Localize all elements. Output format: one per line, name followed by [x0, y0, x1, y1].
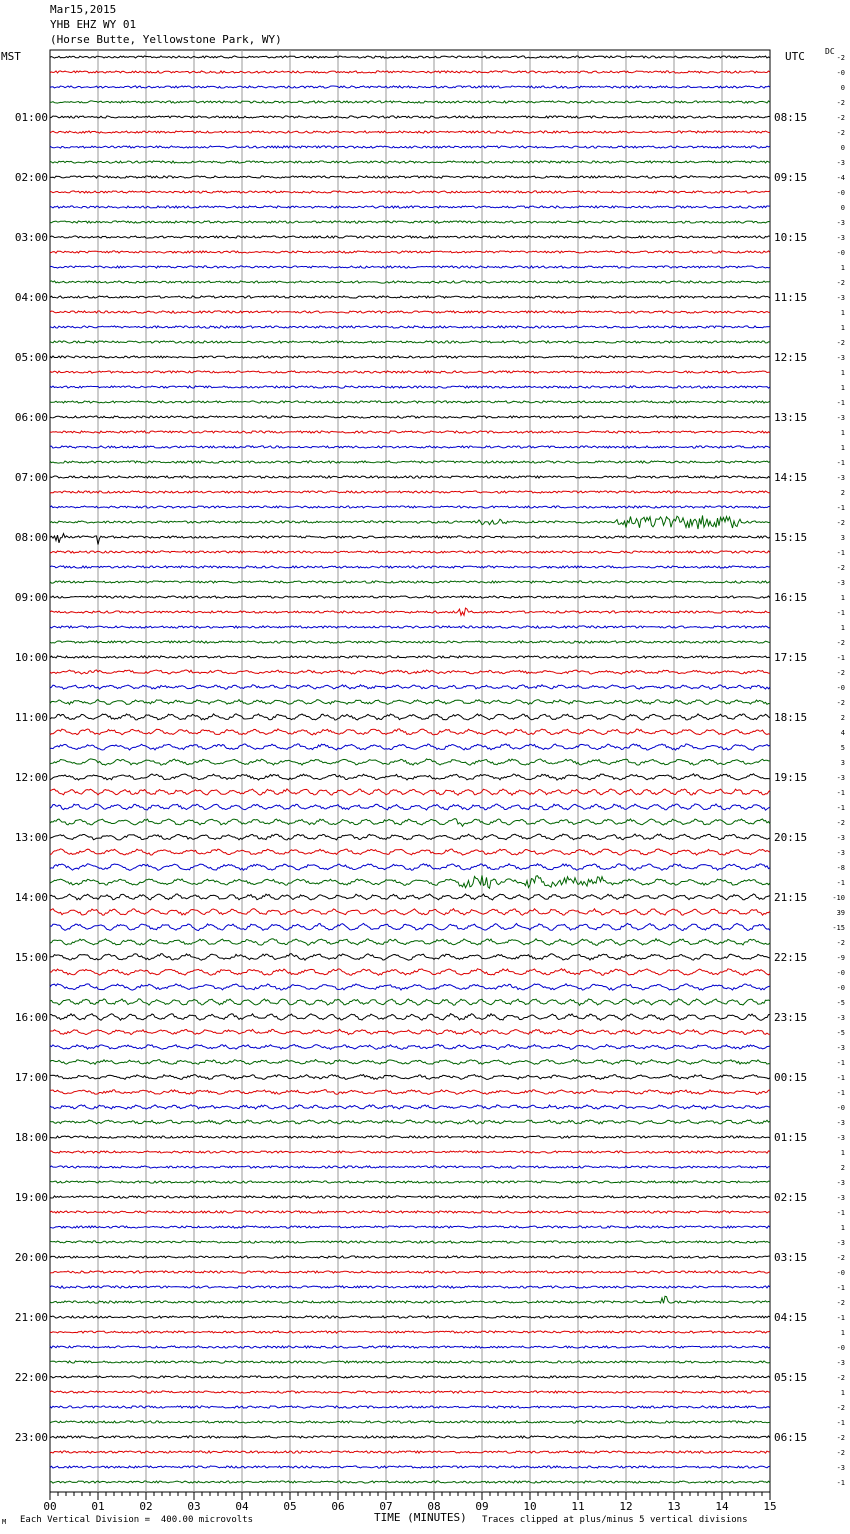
utc-hour-label: 01:15 [774, 1131, 808, 1144]
dc-offset-label: -3 [836, 354, 845, 362]
dc-offset-label: 4 [840, 729, 845, 737]
dc-offset-label: -1 [836, 804, 845, 812]
trace-row [50, 1286, 770, 1288]
dc-offset-label: -0 [836, 249, 845, 257]
trace-row [50, 1466, 770, 1468]
dc-offset-label: -1 [836, 1074, 845, 1082]
trace-row [50, 729, 770, 735]
trace-row [50, 281, 770, 283]
dc-offset-label: 1 [840, 324, 845, 332]
dc-offset-label: 1 [840, 1389, 845, 1397]
dc-offset-label: -0 [836, 684, 845, 692]
dc-offset-label: -5 [836, 1029, 845, 1037]
mst-corner-label: MST [1, 50, 21, 63]
trace-row [50, 1406, 770, 1408]
mst-hour-label: 01:00 [14, 111, 48, 124]
mst-hour-label: 19:00 [14, 1191, 48, 1204]
dc-offset-label: -2 [836, 129, 845, 137]
trace-row [50, 1256, 770, 1258]
trace-row [50, 581, 770, 583]
dc-offset-label: -1 [836, 504, 845, 512]
trace-row [50, 1376, 770, 1378]
dc-offset-label: -0 [836, 69, 845, 77]
dc-offset-label: -3 [836, 1239, 845, 1247]
dc-offset-label: -0 [836, 1344, 845, 1352]
scale-note: Each Vertical Division = 400.00 microvolts [20, 1515, 253, 1525]
dc-offset-label: -3 [836, 1134, 845, 1142]
trace-row [50, 326, 770, 328]
utc-hour-label: 11:15 [774, 291, 808, 304]
dc-offset-label: 1 [840, 1224, 845, 1232]
dc-offset-label: -4 [836, 174, 845, 182]
trace-row [50, 296, 770, 298]
trace-row [50, 191, 770, 193]
trace-row [50, 984, 770, 990]
trace-row [50, 641, 770, 643]
x-tick-label: 03 [187, 1500, 201, 1513]
trace-row [50, 1296, 770, 1303]
dc-offset-label: -1 [836, 1479, 845, 1487]
dc-offset-label: -1 [836, 1059, 845, 1067]
trace-row [50, 864, 770, 871]
dc-offset-label: -3 [836, 159, 845, 167]
trace-row [50, 221, 770, 223]
dc-offset-label: -3 [836, 1464, 845, 1472]
trace-row [50, 386, 770, 388]
trace-row [50, 954, 770, 961]
trace-row [50, 161, 770, 163]
utc-hour-label: 17:15 [774, 651, 808, 664]
trace-row [50, 476, 770, 478]
dc-offset-label: -1 [836, 879, 845, 887]
trace-row [50, 176, 770, 178]
dc-offset-label: 2 [840, 489, 845, 497]
dc-offset-label: -0 [836, 1104, 845, 1112]
x-tick-label: 10 [523, 1500, 537, 1513]
trace-row [50, 1105, 770, 1109]
utc-hour-label: 12:15 [774, 351, 808, 364]
trace-row [50, 341, 770, 343]
trace-row [50, 1196, 770, 1198]
dc-offset-label: -2 [836, 1434, 845, 1442]
trace-row [50, 356, 770, 358]
trace-row [50, 56, 770, 58]
dc-offset-label: -3 [836, 474, 845, 482]
x-tick-label: 12 [619, 1500, 633, 1513]
dc-offset-label: 1 [840, 264, 845, 272]
trace-row [50, 1136, 770, 1138]
dc-offset-label: -1 [836, 1419, 845, 1427]
trace-row [50, 685, 770, 689]
utc-hour-label: 23:15 [774, 1011, 808, 1024]
trace-row [50, 461, 770, 463]
trace-row [50, 804, 770, 810]
utc-corner-label: UTC [785, 50, 805, 63]
utc-hour-label: 03:15 [774, 1251, 808, 1264]
utc-hour-label: 08:15 [774, 111, 808, 124]
trace-row [50, 939, 770, 946]
x-tick-label: 15 [763, 1500, 777, 1513]
dc-offset-label: -0 [836, 1269, 845, 1277]
mst-hour-label: 03:00 [14, 231, 48, 244]
trace-row [50, 446, 770, 448]
mst-hour-label: 13:00 [14, 831, 48, 844]
utc-hour-label: 09:15 [774, 171, 808, 184]
dc-offset-label: -3 [836, 294, 845, 302]
dc-offset-label: -3 [836, 774, 845, 782]
utc-hour-label: 19:15 [774, 771, 808, 784]
dc-offset-label: -3 [836, 1179, 845, 1187]
station-code: YHB EHZ WY 01 [50, 18, 137, 31]
utc-hour-label: 04:15 [774, 1311, 808, 1324]
dc-offset-label: -3 [836, 1044, 845, 1052]
dc-offset-label: -0 [836, 189, 845, 197]
dc-offset-label: -3 [836, 849, 845, 857]
trace-row [50, 266, 770, 268]
trace-row [50, 1090, 770, 1095]
mst-hour-label: 18:00 [14, 1131, 48, 1144]
x-tick-label: 14 [715, 1500, 729, 1513]
trace-row [50, 1421, 770, 1423]
dc-offset-label: -3 [836, 1119, 845, 1127]
trace-row [50, 116, 770, 118]
dc-offset-label: -1 [836, 1284, 845, 1292]
dc-offset-label: -1 [836, 654, 845, 662]
trace-row [50, 849, 770, 855]
mst-hour-label: 10:00 [14, 651, 48, 664]
dc-offset-label: -3 [836, 1194, 845, 1202]
dc-offset-label: -2 [836, 939, 845, 947]
dc-offset-label: -2 [836, 279, 845, 287]
dc-label: DC [825, 47, 835, 56]
mst-hour-label: 09:00 [14, 591, 48, 604]
trace-row [50, 894, 770, 900]
dc-offset-label: -0 [836, 969, 845, 977]
dc-offset-label: -2 [836, 1374, 845, 1382]
trace-row [50, 506, 770, 508]
utc-hour-label: 05:15 [774, 1371, 808, 1384]
trace-row [50, 236, 770, 238]
dc-offset-label: -3 [836, 234, 845, 242]
trace-row [50, 819, 770, 827]
dc-offset-label: -2 [836, 1299, 845, 1307]
trace-row [50, 834, 770, 840]
trace-row [50, 515, 770, 529]
dc-offset-label: -9 [836, 954, 845, 962]
mst-hour-label: 15:00 [14, 951, 48, 964]
trace-row [50, 1271, 770, 1273]
utc-hour-label: 22:15 [774, 951, 808, 964]
dc-offset-label: 3 [840, 759, 845, 767]
dc-offset-label: -10 [832, 894, 845, 902]
dc-offset-label: 1 [840, 309, 845, 317]
trace-row [50, 1060, 770, 1065]
mst-hour-label: 06:00 [14, 411, 48, 424]
trace-row [50, 875, 770, 888]
dc-offset-label: -3 [836, 1359, 845, 1367]
utc-hour-label: 10:15 [774, 231, 808, 244]
trace-row [50, 626, 770, 628]
trace-row [50, 999, 770, 1006]
trace-row [50, 700, 770, 705]
dc-offset-label: -5 [836, 999, 845, 1007]
utc-hour-label: 00:15 [774, 1071, 808, 1084]
dc-offset-label: -3 [836, 219, 845, 227]
trace-row [50, 1436, 770, 1438]
dc-offset-label: -2 [836, 669, 845, 677]
trace-row [50, 551, 770, 553]
dc-offset-label: -1 [836, 1209, 845, 1217]
trace-row [50, 714, 770, 720]
trace-row [50, 596, 770, 598]
dc-offset-label: 0 [840, 204, 845, 212]
dc-offset-label: -2 [836, 819, 845, 827]
trace-row [50, 71, 770, 73]
x-tick-label: 06 [331, 1500, 345, 1513]
dc-offset-label: -8 [836, 864, 845, 872]
trace-row [50, 311, 770, 313]
dc-offset-label: -2 [836, 519, 845, 527]
utc-hour-label: 18:15 [774, 711, 808, 724]
dc-offset-label: -1 [836, 549, 845, 557]
mst-hour-label: 04:00 [14, 291, 48, 304]
trace-row [50, 969, 770, 976]
dc-offset-label: -2 [836, 54, 845, 62]
dc-offset-label: -1 [836, 399, 845, 407]
dc-offset-label: -2 [836, 564, 845, 572]
utc-hour-label: 20:15 [774, 831, 808, 844]
x-tick-label: 02 [139, 1500, 153, 1513]
mst-hour-label: 12:00 [14, 771, 48, 784]
trace-row [50, 909, 770, 916]
trace-row [50, 431, 770, 433]
utc-hour-label: 06:15 [774, 1431, 808, 1444]
dc-offset-label: -2 [836, 1449, 845, 1457]
dc-offset-label: -1 [836, 789, 845, 797]
trace-row [50, 1451, 770, 1453]
mst-hour-label: 08:00 [14, 531, 48, 544]
utc-hour-label: 13:15 [774, 411, 808, 424]
dc-offset-label: -1 [836, 1314, 845, 1322]
mst-hour-label: 11:00 [14, 711, 48, 724]
trace-row [50, 1211, 770, 1213]
trace-row [50, 1391, 770, 1393]
dc-offset-label: 1 [840, 624, 845, 632]
trace-row [50, 251, 770, 253]
trace-row [50, 923, 770, 930]
corner-mark: M [2, 1518, 7, 1526]
x-tick-label: 01 [91, 1500, 105, 1513]
trace-row [50, 774, 770, 780]
utc-hour-label: 15:15 [774, 531, 808, 544]
trace-row [50, 1014, 770, 1021]
trace-row [50, 656, 770, 658]
dc-offset-label: -2 [836, 699, 845, 707]
utc-hour-label: 16:15 [774, 591, 808, 604]
trace-row [50, 1166, 770, 1168]
mst-hour-label: 05:00 [14, 351, 48, 364]
dc-offset-label: 39 [836, 909, 845, 917]
utc-hour-label: 21:15 [774, 891, 808, 904]
mst-hour-label: 14:00 [14, 891, 48, 904]
mst-hour-label: 22:00 [14, 1371, 48, 1384]
mst-hour-label: 20:00 [14, 1251, 48, 1264]
x-axis-label: TIME (MINUTES) [374, 1511, 467, 1524]
dc-offset-label: 0 [840, 144, 845, 152]
utc-hour-label: 02:15 [774, 1191, 808, 1204]
dc-offset-label: -1 [836, 609, 845, 617]
trace-row [50, 1331, 770, 1333]
dc-offset-label: -3 [836, 834, 845, 842]
mst-hour-label: 07:00 [14, 471, 48, 484]
dc-offset-label: -1 [836, 459, 845, 467]
dc-offset-label: 5 [840, 744, 845, 752]
trace-row [50, 608, 770, 615]
trace-row [50, 566, 770, 568]
dc-offset-label: -2 [836, 639, 845, 647]
dc-offset-label: 1 [840, 1149, 845, 1157]
dc-offset-label: -3 [836, 579, 845, 587]
trace-row [50, 789, 770, 795]
x-tick-label: 08 [427, 1500, 441, 1513]
trace-row [50, 131, 770, 133]
mst-hour-label: 02:00 [14, 171, 48, 184]
x-tick-label: 00 [43, 1500, 57, 1513]
trace-row [50, 401, 770, 403]
dc-offset-label: -15 [832, 924, 845, 932]
trace-row [50, 1120, 770, 1124]
dc-offset-label: 1 [840, 369, 845, 377]
dc-offset-label: 2 [840, 714, 845, 722]
dc-offset-label: -2 [836, 114, 845, 122]
dc-offset-label: 1 [840, 384, 845, 392]
trace-row [50, 1151, 770, 1153]
x-tick-label: 13 [667, 1500, 681, 1513]
mst-hour-label: 21:00 [14, 1311, 48, 1324]
trace-row [50, 670, 770, 674]
dc-offset-label: -3 [836, 1014, 845, 1022]
trace-row [50, 1241, 770, 1243]
trace-row [50, 371, 770, 373]
dc-offset-label: -2 [836, 1404, 845, 1412]
x-tick-label: 09 [475, 1500, 489, 1513]
x-tick-label: 05 [283, 1500, 297, 1513]
x-tick-label: 04 [235, 1500, 249, 1513]
x-tick-label: 11 [571, 1500, 585, 1513]
trace-row [50, 416, 770, 418]
dc-offset-label: -2 [836, 99, 845, 107]
dc-offset-label: 0 [840, 84, 845, 92]
trace-row [50, 206, 770, 208]
trace-row [50, 1029, 770, 1034]
mst-hour-label: 16:00 [14, 1011, 48, 1024]
trace-row [50, 1181, 770, 1183]
trace-row [50, 744, 770, 750]
dc-offset-label: -3 [836, 414, 845, 422]
dc-offset-label: 1 [840, 444, 845, 452]
dc-offset-label: 1 [840, 594, 845, 602]
trace-row [50, 1361, 770, 1363]
trace-row [50, 759, 770, 765]
dc-offset-label: 1 [840, 429, 845, 437]
dc-offset-label: 3 [840, 534, 845, 542]
dc-offset-label: 2 [840, 1164, 845, 1172]
dc-offset-label: -1 [836, 1089, 845, 1097]
dc-offset-label: -0 [836, 984, 845, 992]
trace-row [50, 1226, 770, 1228]
plot-date: Mar15,2015 [50, 3, 117, 16]
dc-offset-label: -2 [836, 1254, 845, 1262]
trace-row [50, 1045, 770, 1050]
mst-hour-label: 23:00 [14, 1431, 48, 1444]
dc-offset-label: -2 [836, 339, 845, 347]
station-location: (Horse Butte, Yellowstone Park, WY) [50, 33, 282, 46]
trace-row [50, 534, 770, 545]
dc-offset-label: 1 [840, 1329, 845, 1337]
trace-row [50, 1481, 770, 1483]
utc-hour-label: 14:15 [774, 471, 808, 484]
clip-note: Traces clipped at plus/minus 5 vertical divisions [482, 1515, 748, 1525]
trace-row [50, 491, 770, 493]
trace-row [50, 1346, 770, 1348]
mst-hour-label: 17:00 [14, 1071, 48, 1084]
x-tick-label: 07 [379, 1500, 393, 1513]
trace-row [50, 86, 770, 88]
trace-row [50, 1316, 770, 1318]
trace-row [50, 1075, 770, 1080]
trace-row [50, 146, 770, 148]
trace-row [50, 101, 770, 103]
